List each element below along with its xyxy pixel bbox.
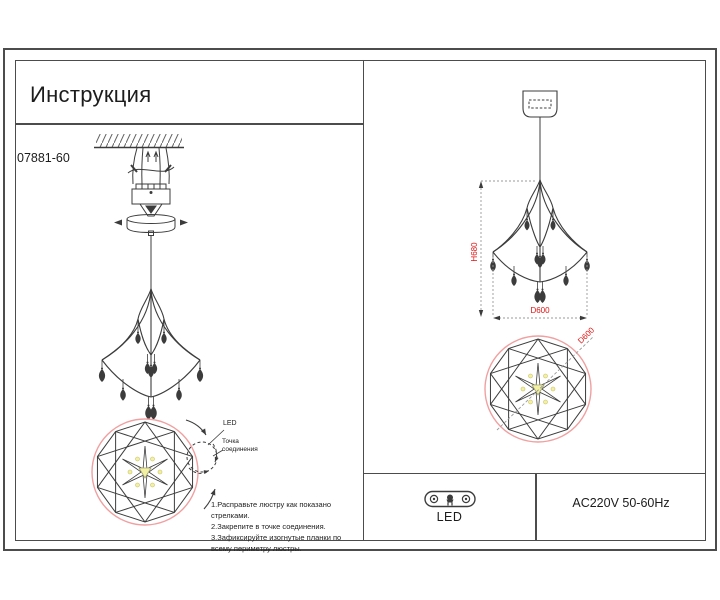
led-marking: LED [436,510,463,524]
top-view-diameter-label: D600 [576,325,597,346]
instruction-step: 2.Закрепите в точке соединения. [211,521,326,531]
rotation-arrows [186,420,217,509]
instruction-list [211,500,363,554]
instruction-step: 3.Зафиксируйте изогнутые планки по всему периметру люстры. [211,532,342,553]
led-strip-icon [424,490,476,508]
installation-diagram [15,123,363,541]
chandelier-top-view [92,419,198,525]
power-rating: AC220V 50-60Hz [572,496,670,510]
ceiling-canopy [523,91,557,117]
arrowheads [201,429,219,496]
led-spec-cell [364,475,535,539]
diameter-dimension-label: D600 [530,306,550,315]
chandelier-side-view [102,288,200,397]
height-dimension-label: H680 [470,242,479,262]
page-title: Инструкция [30,82,152,107]
led-callout-label: LED [223,420,237,427]
ceiling-canopy [114,215,188,236]
power-rating-cell [537,475,705,539]
connection-point-label: Точка соединения [222,438,258,453]
instruction-step: 1.Расправьте люстру как показано стрелками. [211,500,332,520]
dimension-diagram [363,60,706,473]
model-number: 07881-60 [17,151,70,165]
mounting-assembly [128,148,174,216]
ceiling-hatch [94,134,184,148]
